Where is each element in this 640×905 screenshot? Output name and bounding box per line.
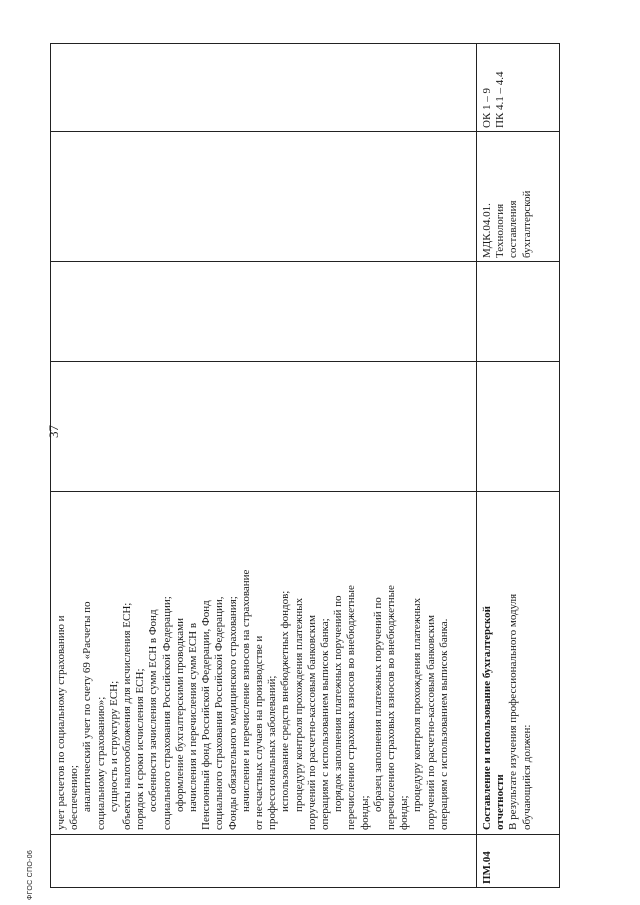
knowledge-list	[55, 494, 475, 830]
knowledge-line: порядок заполнения платежных поручений по	[332, 595, 345, 812]
knowledge-line: перечислению страховых взносов во внебюджетные	[385, 585, 398, 830]
module-code: ПМ.04	[481, 851, 493, 884]
knowledge-line: особенности зачисления сумм ЕСН в Фонд	[147, 609, 160, 812]
module-body-line: обучающийся должен:	[520, 724, 533, 830]
column-divider-mdk	[51, 261, 559, 262]
knowledge-line: начисления и перечисления сумм ЕСН в	[187, 622, 200, 812]
module-title-line: отчетности	[494, 774, 507, 830]
knowledge-line: перечислению страховых взносов во внебюджетные	[345, 585, 358, 830]
competency-line: ПК 4.1 – 4.4	[494, 71, 507, 128]
knowledge-line: социального страхования Российской Федерации,	[213, 596, 226, 830]
mdk-line: бухгалтерской	[520, 190, 533, 258]
module-code-cell	[481, 836, 557, 884]
module-title-line: Составление и использование бухгалтерской	[481, 605, 493, 830]
knowledge-line: использование средств внебюджетных фондов;	[279, 590, 292, 812]
column-divider-blank	[51, 131, 559, 132]
knowledge-line: от несчастных случаев на производстве и	[253, 635, 266, 830]
knowledge-line: Фонды обязательного медицинского страхования;	[226, 596, 239, 830]
row-divider	[476, 44, 477, 887]
knowledge-line: образец заполнения платежных поручений по	[371, 597, 384, 812]
rotated-table-page	[50, 43, 560, 888]
mdk-line: МДК.04.01.	[481, 203, 493, 258]
column-divider-hours	[51, 361, 559, 362]
module-description-cell	[481, 494, 557, 830]
knowledge-line: социальному страхованию»;	[94, 696, 107, 830]
module-body-line: В результате изучения профессионального модуля	[507, 593, 520, 830]
knowledge-line: поручений по расчетно-кассовым банковским	[424, 615, 437, 830]
mdk-cell	[481, 134, 557, 258]
knowledge-line: сущность и структуру ЕСН;	[107, 680, 120, 812]
knowledge-line: оформление бухгалтерскими проводками	[173, 618, 186, 812]
knowledge-line: Пенсионный фонд Российской Федерации, Фонд	[200, 600, 213, 830]
knowledge-line: порядок и сроки исчисления ЕСН;	[134, 668, 147, 830]
knowledge-line: социального страхования Российской Федерации;	[160, 596, 173, 830]
competencies-cell	[481, 46, 557, 128]
knowledge-line: начисление и перечисление взносов на страхование	[239, 569, 252, 812]
footer-label: ФГОС СПО-06	[27, 849, 34, 900]
knowledge-line: профессиональных заболеваний;	[266, 675, 279, 830]
knowledge-line: операциям с использованием выписок банка.	[437, 618, 450, 830]
competency-line: ОК 1 – 9	[481, 87, 493, 128]
knowledge-line: обеспечению;	[68, 765, 81, 830]
column-divider-code	[51, 834, 559, 835]
knowledge-line: процедуру контроля прохождения платежных	[292, 597, 305, 812]
knowledge-line: аналитический учет по счету 69 «Расчеты по	[81, 601, 94, 812]
column-divider-content	[51, 491, 559, 492]
mdk-line: Технология	[494, 203, 507, 258]
knowledge-line: процедуру контроля прохождения платежных	[411, 597, 424, 812]
knowledge-line: операциям с использованием выписок банка;	[319, 618, 332, 830]
page-number: 37	[46, 425, 61, 438]
knowledge-line: поручений по расчетно-кассовым банковским	[305, 615, 318, 830]
knowledge-line: учет расчетов по социальному страхованию и	[55, 615, 67, 830]
mdk-line: составления	[507, 200, 520, 258]
knowledge-line: фонды;	[358, 795, 371, 830]
knowledge-line: объекты налогообложения для исчисления ЕСН;	[121, 602, 134, 830]
curriculum-table	[50, 43, 560, 888]
knowledge-line: фонды;	[398, 795, 411, 830]
